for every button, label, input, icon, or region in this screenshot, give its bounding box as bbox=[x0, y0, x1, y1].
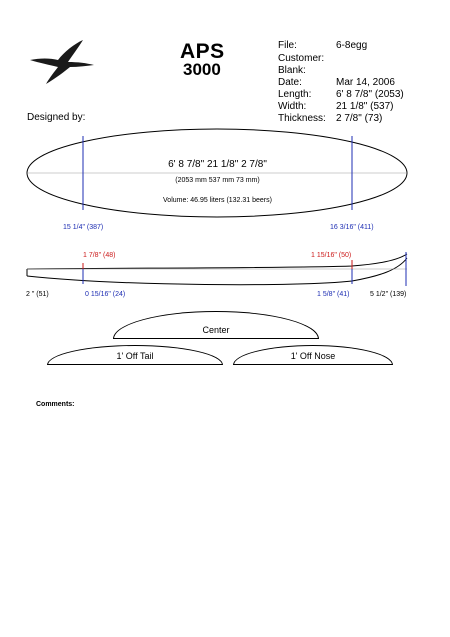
spec-value-width: 21 1/8" (537) bbox=[336, 101, 394, 112]
bird-body bbox=[30, 40, 94, 84]
board-rocker bbox=[0, 250, 450, 290]
board-outline bbox=[0, 118, 450, 228]
spec-value-length: 6' 8 7/8" (2053) bbox=[336, 89, 404, 100]
section-off-nose-label: 1' Off Nose bbox=[290, 351, 336, 361]
rocker-deck bbox=[27, 254, 407, 269]
spec-label-customer: Customer: bbox=[278, 53, 325, 64]
rocker-right-red: 1 15/16" (50) bbox=[311, 252, 352, 259]
spec-label-thickness: Thickness: bbox=[278, 113, 326, 124]
section-off-tail-label: 1' Off Tail bbox=[116, 351, 154, 361]
rocker-right-blue: 1 5/8" (41) bbox=[317, 291, 350, 298]
spec-value-thickness: 2 7/8" (73) bbox=[336, 113, 383, 124]
spec-label-blank: Blank: bbox=[278, 65, 306, 76]
section-center-label: Center bbox=[202, 325, 230, 335]
rocker-tail: 2 " (51) bbox=[26, 291, 49, 298]
outline-dims-imperial: 6' 8 7/8" 21 1/8" 2 7/8" bbox=[168, 159, 267, 170]
spec-label-file: File: bbox=[278, 40, 297, 51]
rocker-left-blue: 0 15/16" (24) bbox=[85, 291, 126, 298]
rocker-nose: 5 1/2" (139) bbox=[370, 291, 407, 298]
outline-volume: Volume: 46.95 liters (132.31 beers) bbox=[163, 197, 272, 204]
outline-left-width: 15 1/4" (387) bbox=[63, 224, 104, 231]
brand-model: 3000 bbox=[183, 60, 221, 79]
spec-label-width: Width: bbox=[278, 101, 307, 112]
spec-label-length: Length: bbox=[278, 89, 312, 100]
section-center bbox=[113, 311, 319, 339]
spec-value-date: Mar 14, 2006 bbox=[336, 77, 395, 88]
brand-title: APS bbox=[180, 40, 225, 63]
outline-dims-metric: (2053 mm 537 mm 73 mm) bbox=[175, 177, 260, 184]
designed-by-label: Designed by: bbox=[27, 112, 86, 123]
comments-label: Comments: bbox=[36, 401, 75, 408]
bird-logo bbox=[28, 38, 98, 88]
section-off-nose bbox=[233, 345, 393, 365]
spec-value-file: 6-8egg bbox=[336, 40, 368, 51]
section-off-tail bbox=[47, 345, 223, 365]
outline-right-width: 16 3/16" (411) bbox=[330, 224, 374, 231]
rocker-bottom bbox=[27, 258, 407, 285]
spec-label-date: Date: bbox=[278, 77, 302, 88]
rocker-left-red: 1 7/8" (48) bbox=[83, 252, 116, 259]
